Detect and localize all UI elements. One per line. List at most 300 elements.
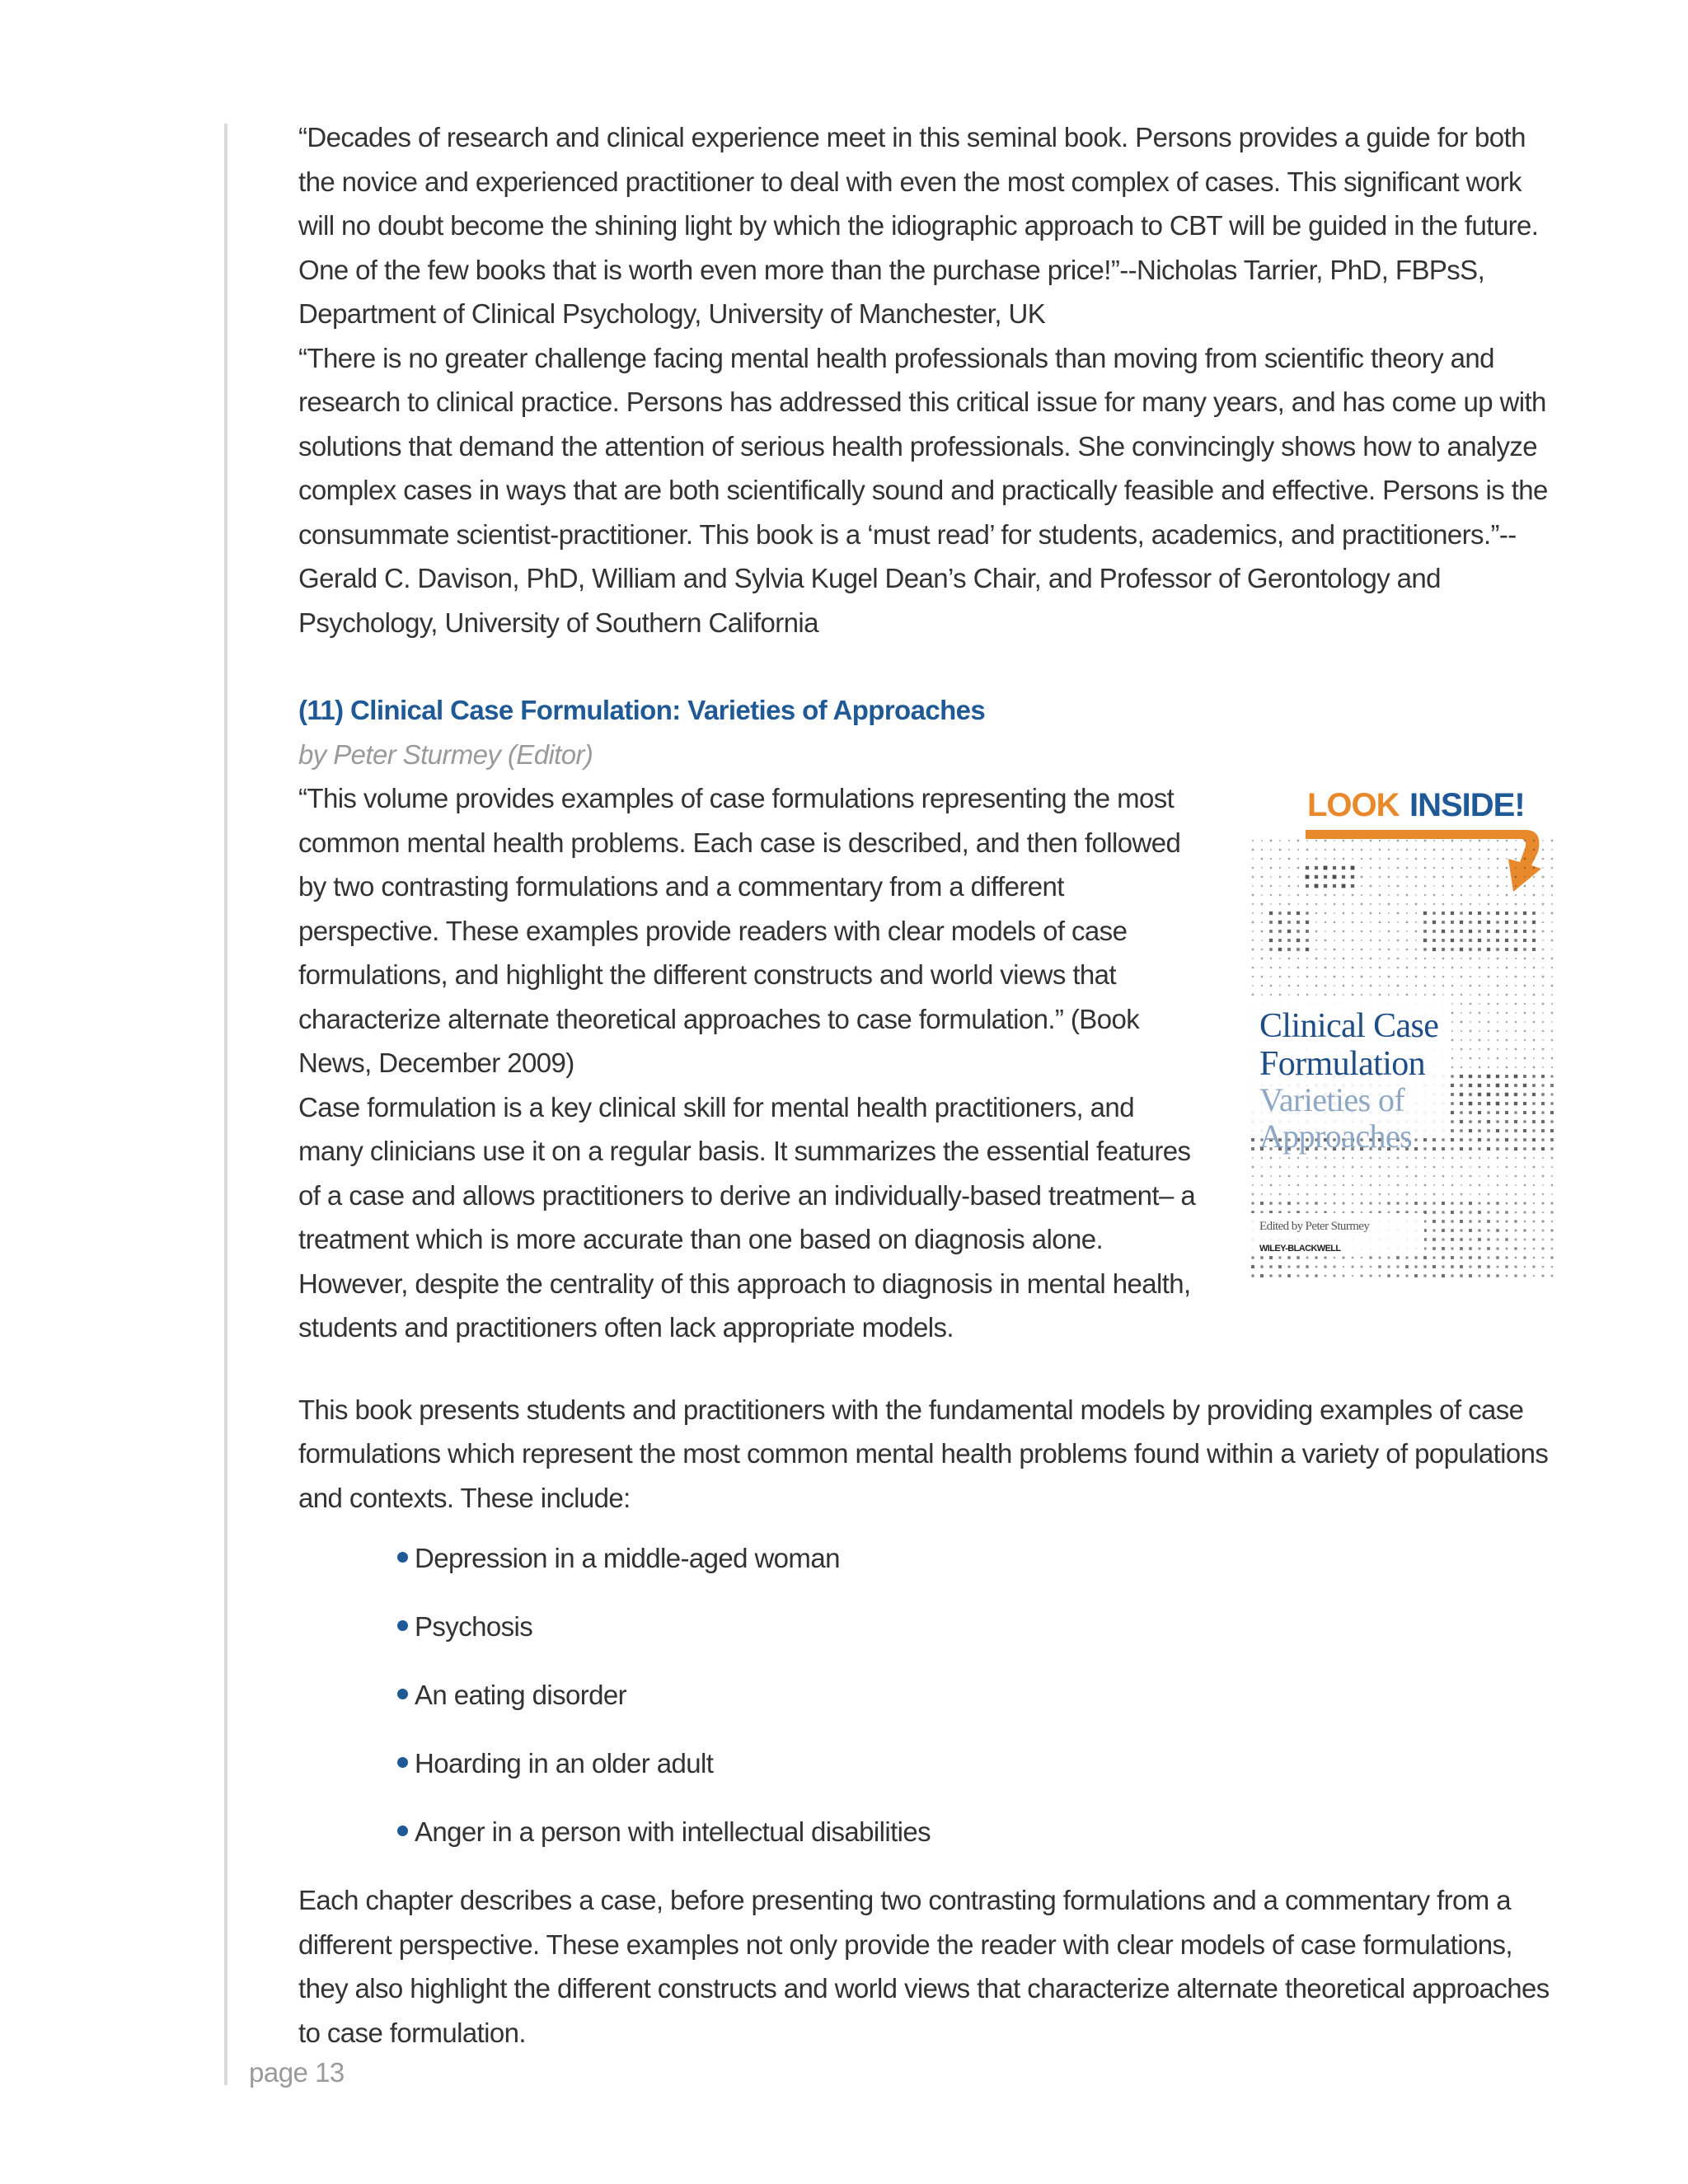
halftone-dot [1415, 976, 1417, 977]
halftone-dot [1479, 967, 1481, 969]
halftone-dot [1451, 1166, 1453, 1168]
halftone-dot [1261, 958, 1263, 959]
halftone-dot [1461, 1012, 1462, 1014]
halftone-dot [1542, 840, 1544, 841]
halftone-dot [1352, 1157, 1353, 1159]
halftone-dot [1487, 1265, 1489, 1268]
halftone-dot [1415, 1184, 1417, 1186]
halftone-dot [1315, 840, 1317, 841]
halftone-dot [1278, 921, 1282, 924]
halftone-dot [1424, 840, 1427, 842]
halftone-dot [1361, 1266, 1363, 1268]
halftone-dot [1270, 1184, 1273, 1187]
halftone-dot [1551, 1048, 1553, 1050]
halftone-dot [1296, 930, 1300, 933]
halftone-dot [1505, 1265, 1507, 1268]
halftone-dot [1252, 940, 1254, 941]
halftone-dot [1252, 1166, 1254, 1169]
halftone-dot [1315, 940, 1317, 941]
halftone-dot [1378, 1265, 1381, 1268]
halftone-dot [1270, 849, 1272, 851]
halftone-dot [1433, 858, 1435, 860]
halftone-dot [1261, 1193, 1263, 1195]
halftone-dot [1279, 1157, 1281, 1159]
halftone-dot [1315, 1256, 1317, 1258]
halftone-dot [1542, 1039, 1544, 1041]
halftone-dot [1352, 930, 1353, 932]
halftone-dot [1533, 1021, 1535, 1023]
halftone-dot [1487, 1147, 1490, 1151]
halftone-dot [1460, 1147, 1463, 1151]
halftone-dot [1433, 867, 1435, 869]
halftone-dot [1269, 912, 1273, 915]
halftone-dot [1405, 1274, 1408, 1277]
halftone-dot [1424, 967, 1426, 968]
halftone-dot [1524, 1175, 1526, 1177]
halftone-dot [1397, 967, 1399, 968]
halftone-dot [1361, 1212, 1362, 1213]
halftone-dot [1542, 1066, 1544, 1068]
halftone-dot [1451, 1184, 1453, 1186]
halftone-dot [1269, 948, 1273, 951]
halftone-dot [1533, 1230, 1535, 1231]
halftone-dot [1461, 858, 1462, 860]
halftone-dot [1315, 1157, 1317, 1159]
halftone-dot [1461, 1184, 1462, 1186]
halftone-dot [1542, 1012, 1544, 1014]
halftone-dot [1278, 1265, 1282, 1268]
halftone-dot [1550, 1084, 1554, 1087]
halftone-dot [1496, 912, 1499, 915]
halftone-dot [1251, 1256, 1254, 1258]
halftone-dot [1388, 1212, 1390, 1214]
halftone-dot [1361, 949, 1362, 950]
halftone-dot [1414, 1138, 1417, 1141]
halftone-dot [1514, 1120, 1517, 1123]
halftone-dot [1388, 921, 1390, 923]
halftone-dot [1451, 1039, 1454, 1042]
halftone-dot [1496, 1120, 1498, 1122]
halftone-dot [1487, 1202, 1489, 1204]
halftone-dot [1423, 1147, 1426, 1150]
halftone-dot [1370, 1175, 1372, 1177]
halftone-dot [1506, 958, 1507, 959]
halftone-dot [1487, 1138, 1490, 1141]
halftone-dot [1506, 885, 1507, 887]
halftone-dot [1541, 1129, 1545, 1132]
halftone-dot [1270, 876, 1272, 878]
halftone-dot [1260, 1256, 1263, 1258]
halftone-dot [1451, 1238, 1454, 1241]
halftone-dot [1279, 976, 1281, 977]
halftone-dot [1325, 1157, 1326, 1159]
halftone-dot [1523, 1084, 1526, 1087]
halftone-dot [1542, 912, 1544, 914]
halftone-dot [1278, 1256, 1281, 1258]
halftone-dot [1524, 985, 1526, 987]
halftone-dot [1461, 1193, 1463, 1196]
halftone-dot [1252, 885, 1254, 887]
halftone-dot [1479, 894, 1480, 896]
halftone-dot [1506, 967, 1508, 969]
halftone-dot [1533, 967, 1535, 968]
halftone-dot [1352, 1202, 1353, 1204]
halftone-dot [1433, 985, 1435, 987]
halftone-dot [1361, 867, 1362, 869]
halftone-dot [1533, 1248, 1535, 1249]
halftone-dot [1479, 849, 1480, 851]
halftone-dot [1270, 1157, 1272, 1159]
halftone-dot [1424, 1175, 1426, 1177]
halftone-dot [1442, 1274, 1445, 1277]
halftone-dot [1542, 1048, 1544, 1050]
halftone-dot [1515, 985, 1517, 987]
halftone-dot [1424, 858, 1426, 860]
halftone-dot [1433, 1175, 1435, 1177]
halftone-dot [1515, 1257, 1517, 1259]
halftone-dot [1334, 949, 1336, 951]
halftone-dot [1551, 1175, 1553, 1177]
halftone-dot [1515, 894, 1517, 896]
halftone-dot [1397, 940, 1399, 941]
halftone-dot [1533, 958, 1535, 959]
halftone-dot [1479, 903, 1480, 905]
halftone-dot [1370, 985, 1372, 987]
halftone-dot [1370, 940, 1372, 941]
halftone-dot [1297, 1166, 1299, 1168]
halftone-dot [1533, 1012, 1535, 1014]
book-description: Case formulation is a key clinical skill for mental health practitioners, and many clinicians use it on a regular basis. It summarizes the essential features of a case and allows practitioners to derive an individually-based treatment– a treatment which is more accurate than one based on diagnosis alone. However, despite the centrality of this approach to diagnosis in mental health, students and practitioners often lack appropriate models. [298, 1091, 1196, 1343]
halftone-dot [1524, 1193, 1526, 1195]
halftone-dot [1515, 876, 1517, 879]
halftone-dot [1252, 849, 1254, 851]
halftone-dot [1325, 967, 1327, 969]
halftone-dot [1542, 949, 1544, 950]
halftone-dot [1542, 1184, 1544, 1186]
halftone-dot [1506, 976, 1507, 977]
halftone-dot [1269, 930, 1273, 933]
halftone-dot [1379, 840, 1381, 841]
halftone-dot [1523, 1147, 1526, 1150]
halftone-dot [1451, 985, 1453, 987]
halftone-dot [1424, 894, 1426, 896]
halftone-dot [1388, 867, 1390, 869]
halftone-dot [1533, 1003, 1535, 1005]
halftone-dot [1433, 994, 1435, 996]
halftone-dot [1451, 1012, 1454, 1015]
halftone-dot [1551, 840, 1553, 841]
halftone-dot [1388, 940, 1390, 941]
halftone-dot [1406, 1193, 1409, 1196]
halftone-dot [1488, 1166, 1489, 1168]
halftone-dot [1478, 1238, 1481, 1241]
halftone-dot [1296, 939, 1300, 942]
halftone-dot [1361, 840, 1362, 841]
halftone-dot [1460, 1202, 1462, 1204]
halftone-dot [1270, 967, 1272, 968]
halftone-dot [1315, 1166, 1317, 1168]
halftone-dot [1325, 985, 1326, 987]
halftone-dot [1379, 858, 1381, 860]
halftone-dot [1488, 1057, 1489, 1059]
halftone-dot [1252, 912, 1254, 914]
halftone-dot [1306, 948, 1309, 951]
halftone-dot [1424, 867, 1426, 869]
halftone-dot [1406, 858, 1408, 860]
halftone-dot [1261, 1157, 1263, 1159]
halftone-dot [1315, 1184, 1317, 1186]
halftone-dot [1252, 976, 1254, 977]
book-summary-block [298, 776, 1551, 1350]
halftone-dot [1532, 1084, 1536, 1087]
halftone-dot [1306, 1274, 1308, 1277]
halftone-dot [1351, 866, 1355, 870]
halftone-dot [1497, 894, 1498, 896]
halftone-dot [1488, 1212, 1490, 1214]
halftone-dot [1287, 912, 1291, 915]
halftone-dot [1334, 840, 1335, 841]
halftone-dot [1369, 1202, 1372, 1204]
left-margin-rule [224, 124, 227, 2085]
halftone-dot [1497, 976, 1498, 977]
halftone-dot [1533, 985, 1535, 987]
halftone-dot [1532, 1138, 1536, 1141]
halftone-dot [1334, 849, 1335, 851]
halftone-dot [1306, 894, 1308, 896]
halftone-dot [1415, 940, 1417, 941]
halftone-dot [1532, 1129, 1535, 1132]
halftone-dot [1397, 858, 1399, 860]
halftone-dot [1461, 1021, 1463, 1024]
halftone-dot [1542, 1212, 1544, 1213]
look-inside-book-cover[interactable] [1248, 776, 1559, 1279]
halftone-dot [1541, 1075, 1545, 1078]
halftone-dot [1542, 894, 1544, 896]
halftone-dot [1478, 1265, 1481, 1268]
halftone-dot [1388, 985, 1390, 987]
halftone-dot [1442, 894, 1444, 896]
halftone-dot [1442, 1202, 1445, 1205]
halftone-dot [1361, 894, 1362, 896]
bullet-icon [397, 1689, 408, 1699]
halftone-dot [1479, 1039, 1481, 1042]
halftone-dot [1469, 1102, 1473, 1106]
quote-davison: “There is no greater challenge facing mental health professionals than moving from scientific theory and research to clinical practice. Persons has addressed this critical issue for many years, and has come up with solutions that demand the attention of serious health professionals. She convincingly shows how to analyze complex cases in ways that are both scientifically sound and practically feasible and effective. Persons is the consummate scientist-practitioner. This book is a ‘must read’ for students, academics, and practitioners.”--Gerald C. Davison, PhD, William and Sylvia Kugel Dean’s Chair, and Professor of Gerontology and Psychology, University of Southern California [298, 342, 1548, 638]
halftone-dot [1478, 930, 1481, 933]
halftone-dot [1505, 1084, 1508, 1087]
halftone-dot [1487, 1102, 1490, 1105]
halftone-dot [1361, 1257, 1362, 1258]
halftone-dot [1334, 967, 1335, 968]
halftone-dot [1541, 1138, 1544, 1141]
halftone-dot [1514, 1102, 1517, 1105]
halftone-dot [1532, 1111, 1536, 1114]
halftone-dot [1379, 1175, 1381, 1177]
halftone-dot [1478, 948, 1481, 951]
halftone-dot [1551, 1157, 1554, 1160]
halftone-dot [1478, 1075, 1481, 1078]
halftone-dot [1361, 885, 1362, 887]
halftone-dot [1260, 1274, 1264, 1277]
halftone-dot [1442, 1157, 1444, 1159]
halftone-dot [1551, 903, 1553, 905]
halftone-dot [1406, 967, 1408, 968]
halftone-dot [1261, 994, 1263, 996]
halftone-dot [1306, 912, 1308, 914]
halftone-dot [1261, 903, 1263, 905]
halftone-dot [1496, 1075, 1499, 1078]
halftone-dot [1461, 840, 1462, 841]
halftone-dot [1397, 1266, 1400, 1268]
halftone-dot [1325, 894, 1326, 896]
halftone-dot [1514, 948, 1517, 951]
halftone-dot [1270, 858, 1272, 860]
halftone-dot [1451, 1147, 1453, 1150]
halftone-dot [1505, 1138, 1508, 1141]
halftone-dot [1506, 1157, 1507, 1159]
halftone-dot [1496, 1111, 1499, 1114]
halftone-dot [1288, 985, 1290, 987]
halftone-dot [1306, 976, 1308, 977]
halftone-dot [1551, 1266, 1553, 1268]
halftone-dot [1270, 976, 1272, 977]
halftone-dot [1551, 912, 1554, 915]
halftone-dot [1261, 949, 1263, 950]
halftone-dot [1551, 858, 1553, 860]
halftone-dot [1415, 921, 1417, 923]
halftone-dot [1397, 912, 1400, 915]
bullet-icon [397, 1620, 408, 1631]
halftone-dot [1524, 849, 1526, 851]
halftone-dot [1261, 840, 1263, 841]
cover-subtitle-line-2: Approaches [1259, 1118, 1413, 1155]
halftone-dot [1542, 921, 1544, 923]
halftone-dot [1496, 1084, 1500, 1088]
halftone-dot [1342, 866, 1345, 869]
halftone-dot [1506, 876, 1507, 878]
halftone-dot [1252, 985, 1254, 987]
halftone-dot [1505, 1147, 1507, 1150]
halftone-dot [1433, 1193, 1436, 1196]
halftone-dot [1442, 1256, 1445, 1259]
halftone-dot [1487, 1220, 1490, 1223]
halftone-dot [1296, 912, 1300, 915]
halftone-dot [1451, 1093, 1454, 1096]
halftone-dot [1397, 840, 1399, 841]
halftone-dot [1523, 1120, 1526, 1122]
halftone-dot [1451, 1211, 1454, 1214]
halftone-dot [1460, 939, 1463, 942]
halftone-dot [1432, 1220, 1436, 1223]
halftone-dot [1370, 867, 1372, 869]
halftone-dot [1279, 867, 1281, 869]
halftone-dot [1370, 1266, 1372, 1268]
halftone-dot [1506, 1230, 1508, 1232]
list-item [397, 1810, 1551, 1854]
halftone-dot [1315, 1193, 1317, 1195]
halftone-dot [1261, 985, 1263, 987]
halftone-dot [1551, 1012, 1553, 1014]
halftone-dot [1324, 1265, 1326, 1268]
halftone-dot [1333, 875, 1337, 879]
halftone-dot [1370, 958, 1372, 959]
halftone-dot [1478, 1211, 1481, 1214]
cover-subtitle-line-1: Varieties of [1259, 1081, 1405, 1118]
halftone-dot [1515, 1175, 1517, 1177]
halftone-dot [1379, 940, 1381, 941]
cover-title-line-1: Clinical Case [1259, 1007, 1439, 1045]
halftone-dot [1515, 885, 1517, 887]
halftone-dot [1279, 958, 1281, 959]
halftone-dot [1433, 967, 1435, 968]
halftone-dot [1524, 1248, 1526, 1250]
halftone-dot [1442, 976, 1444, 977]
halftone-dot [1315, 967, 1317, 968]
list-item-text: Psychosis [415, 1611, 533, 1642]
halftone-dot [1542, 1193, 1544, 1195]
halftone-dot [1325, 994, 1326, 996]
list-item-text: Depression in a middle-aged woman [415, 1543, 840, 1573]
halftone-dot [1370, 876, 1372, 878]
halftone-dot [1342, 875, 1345, 879]
halftone-dot [1252, 894, 1254, 896]
halftone-dot [1415, 876, 1417, 878]
halftone-dot [1479, 1193, 1480, 1195]
halftone-dot [1442, 849, 1444, 851]
halftone-dot [1415, 985, 1417, 987]
halftone-dot [1388, 858, 1390, 860]
halftone-dot [1432, 1247, 1436, 1250]
halftone-dot [1269, 1274, 1272, 1277]
halftone-dot [1406, 949, 1408, 950]
halftone-dot [1469, 1138, 1471, 1141]
halftone-dot [1442, 948, 1445, 951]
halftone-dot [1497, 1021, 1498, 1023]
halftone-dot [1442, 1138, 1444, 1141]
halftone-dot [1478, 1147, 1480, 1150]
list-item-text: An eating disorder [415, 1680, 627, 1710]
halftone-dot [1506, 1057, 1507, 1059]
halftone-dot [1287, 930, 1291, 933]
halftone-dot [1370, 1157, 1372, 1160]
halftone-dot [1334, 912, 1335, 914]
halftone-dot [1433, 903, 1435, 905]
halftone-dot [1506, 1048, 1507, 1050]
halftone-dot [1297, 976, 1299, 977]
halftone-dot [1497, 1266, 1499, 1268]
halftone-dot [1315, 858, 1318, 860]
halftone-dot [1460, 1129, 1462, 1132]
halftone-dot [1505, 912, 1508, 915]
halftone-dot [1397, 930, 1399, 932]
halftone-dot [1379, 912, 1381, 914]
halftone-dot [1270, 867, 1272, 869]
halftone-dot [1315, 1266, 1318, 1268]
halftone-dot [1515, 840, 1517, 841]
halftone-dot [1469, 1220, 1471, 1222]
halftone-dot [1325, 858, 1326, 860]
halftone-dot [1279, 1166, 1281, 1168]
halftone-dot [1406, 885, 1408, 887]
halftone-dot [1542, 985, 1544, 987]
halftone-dot [1451, 858, 1453, 860]
halftone-dot [1370, 967, 1372, 968]
halftone-dot [1370, 1193, 1372, 1195]
halftone-dot [1487, 1120, 1490, 1123]
halftone-dot [1470, 1057, 1471, 1059]
halftone-dot [1379, 849, 1381, 851]
halftone-dot [1379, 976, 1381, 977]
